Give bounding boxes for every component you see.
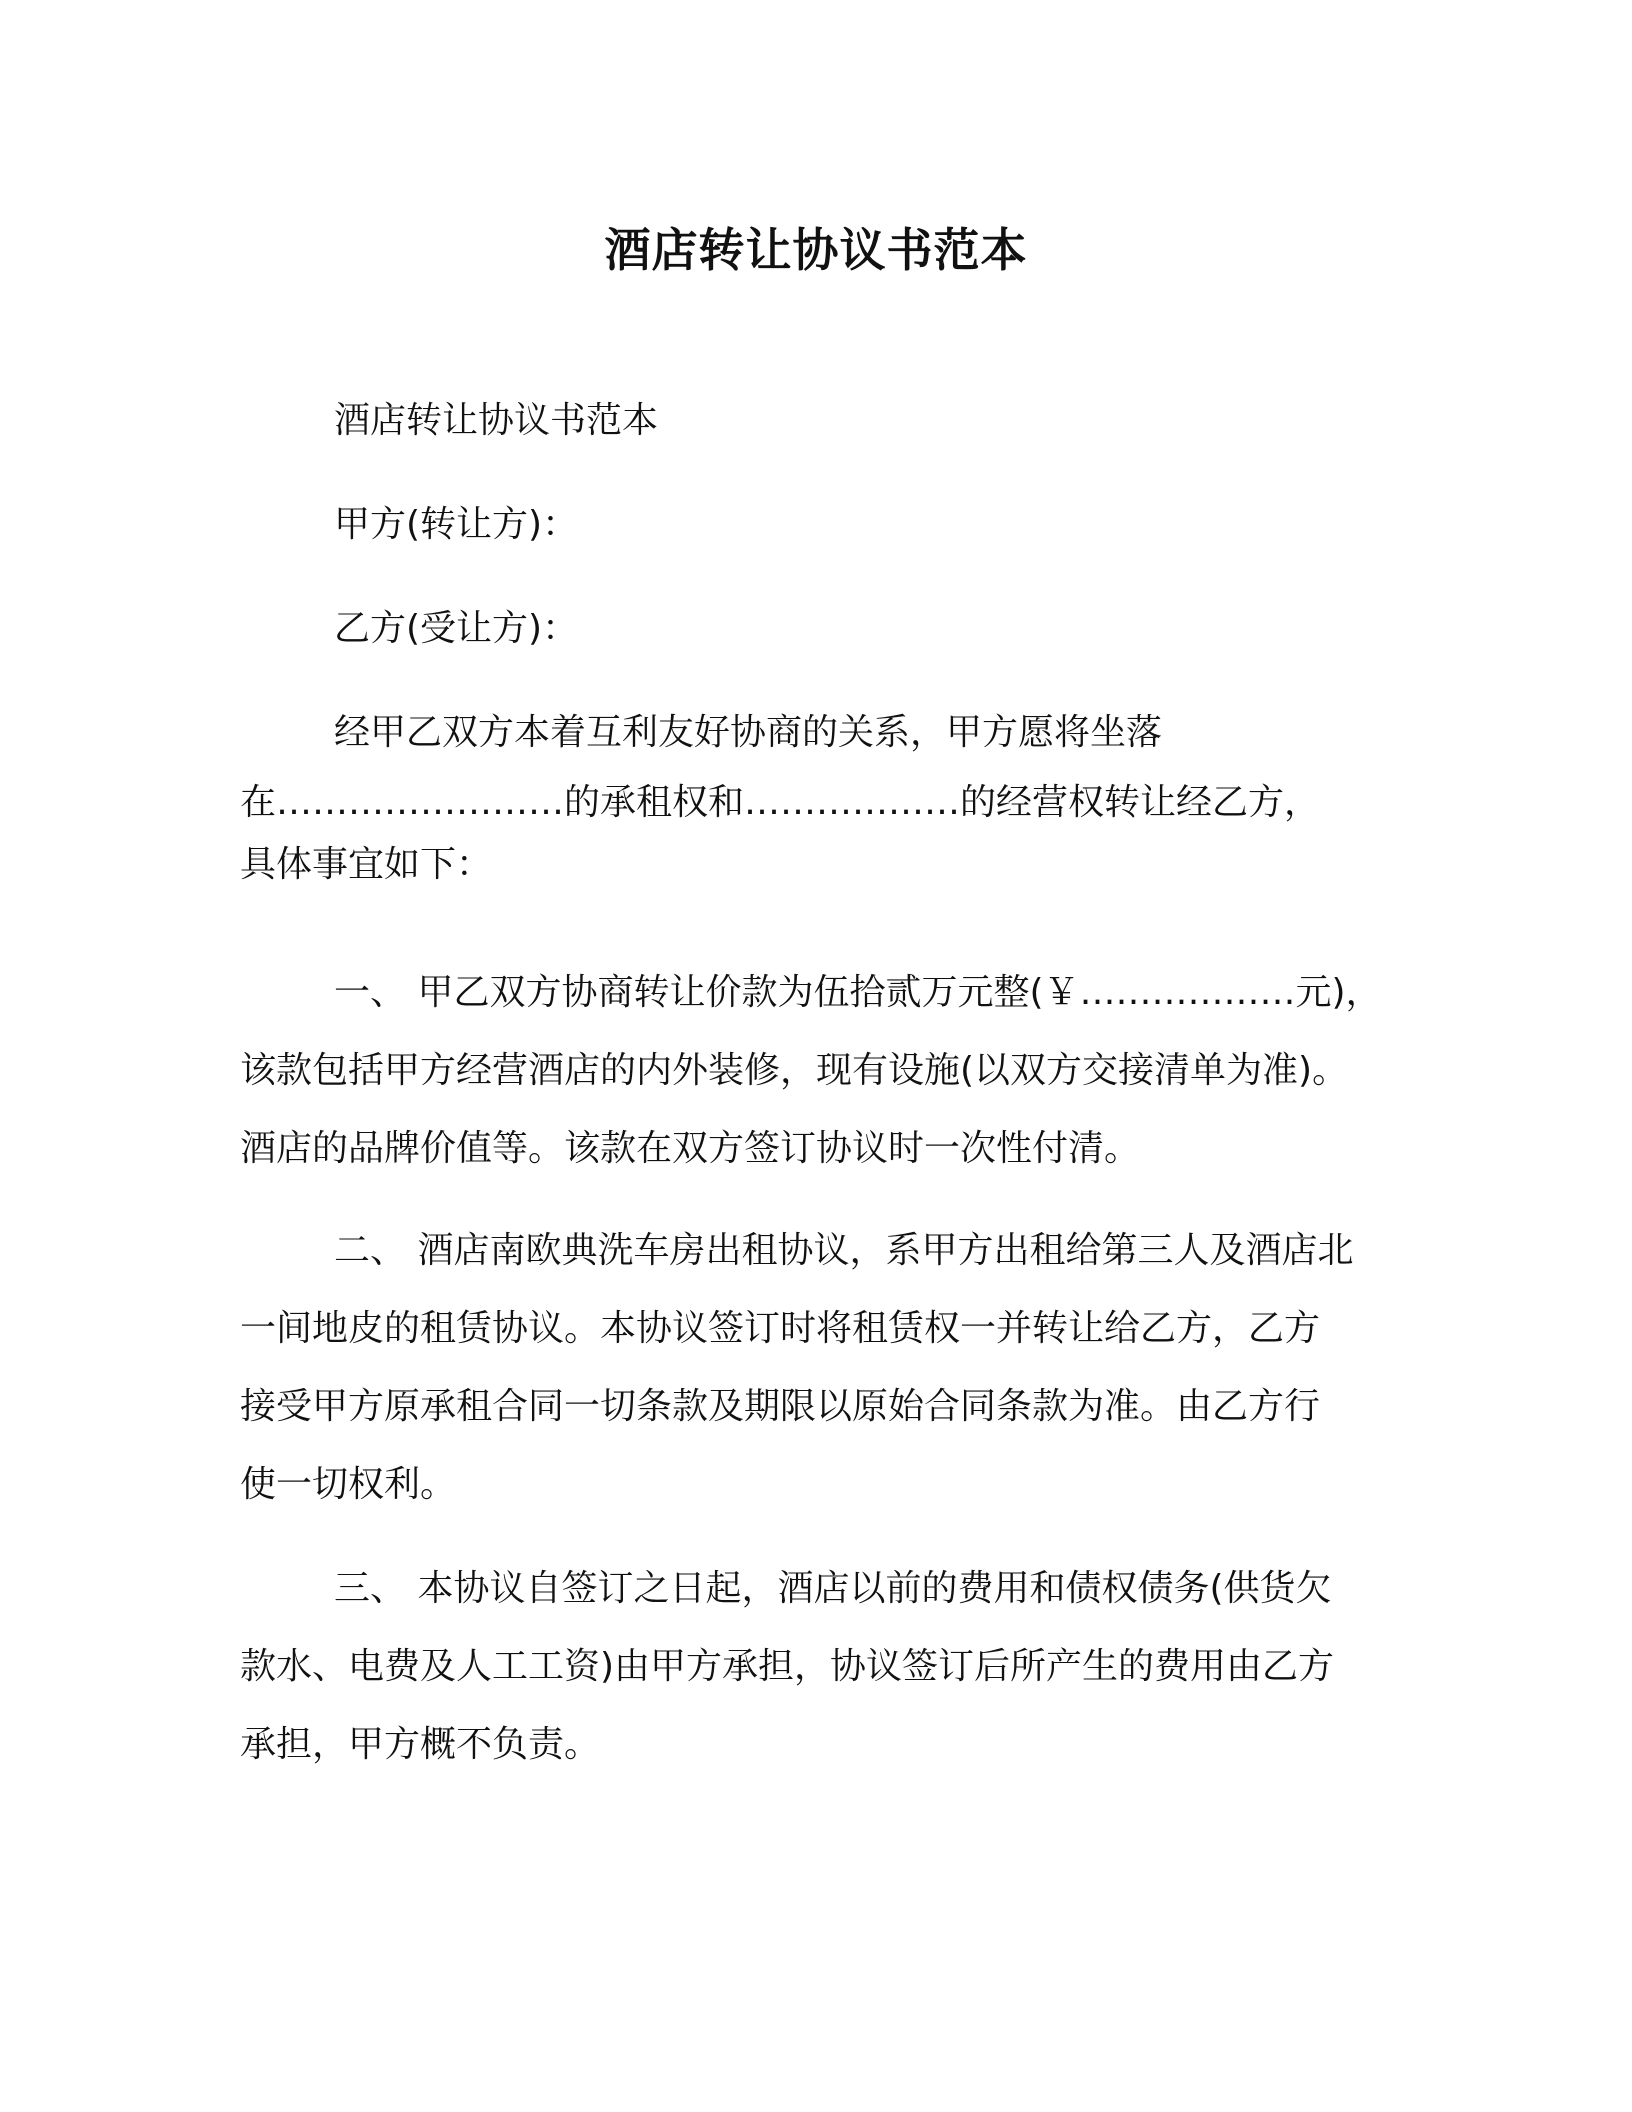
intro-line-2: 在……………………的承租权和………………的经营权转让经乙方， bbox=[240, 782, 1321, 823]
clause-3-line-3: 承担，甲方概不负责。 bbox=[240, 1724, 601, 1765]
clause-2-line-1: 二、 酒店南欧典洗车房出租协议，系甲方出租给第三人及酒店北 bbox=[334, 1230, 1354, 1271]
clause-1-line-1: 一、 甲乙双方协商转让价款为伍拾贰万元整(￥………………元)， bbox=[334, 972, 1382, 1013]
intro-line-1: 经甲乙双方本着互利友好协商的关系，甲方愿将坐落 bbox=[334, 712, 1163, 753]
clause-2-line-4: 使一切权利。 bbox=[240, 1464, 457, 1505]
subtitle-paragraph bbox=[240, 382, 1410, 460]
party-b-label: 乙方(受让方)： bbox=[334, 608, 579, 649]
party-a-label: 甲方(转让方)： bbox=[334, 504, 579, 545]
party-b-paragraph bbox=[240, 590, 1410, 668]
subtitle-text: 酒店转让协议书范本 bbox=[334, 400, 659, 441]
party-a-paragraph bbox=[240, 486, 1410, 564]
clause-1-paragraph bbox=[240, 954, 1410, 1188]
intro-line-3: 具体事宜如下： bbox=[240, 844, 493, 885]
clause-1-line-2: 该款包括甲方经营酒店的内外装修，现有设施(以双方交接清单为准)。 bbox=[240, 1050, 1349, 1091]
clause-3-paragraph bbox=[240, 1550, 1410, 1784]
clause-1-line-3: 酒店的品牌价值等。该款在双方签订协议时一次性付清。 bbox=[240, 1128, 1141, 1169]
clause-2-paragraph bbox=[240, 1212, 1410, 1524]
clause-2-line-3: 接受甲方原承租合同一切条款及期限以原始合同条款为准。由乙方行 bbox=[240, 1386, 1321, 1427]
intro-paragraph bbox=[240, 694, 1410, 896]
clause-3-line-2: 款水、电费及人工工资)由甲方承担，协议签订后所产生的费用由乙方 bbox=[240, 1646, 1335, 1687]
clause-3-line-1: 三、 本协议自签订之日起，酒店以前的费用和债权债务(供货欠 bbox=[334, 1568, 1332, 1609]
document-title: 酒店转让协议书范本 bbox=[604, 223, 1028, 277]
clause-2-line-2: 一间地皮的租赁协议。本协议签订时将租赁权一并转让给乙方，乙方 bbox=[240, 1308, 1321, 1349]
